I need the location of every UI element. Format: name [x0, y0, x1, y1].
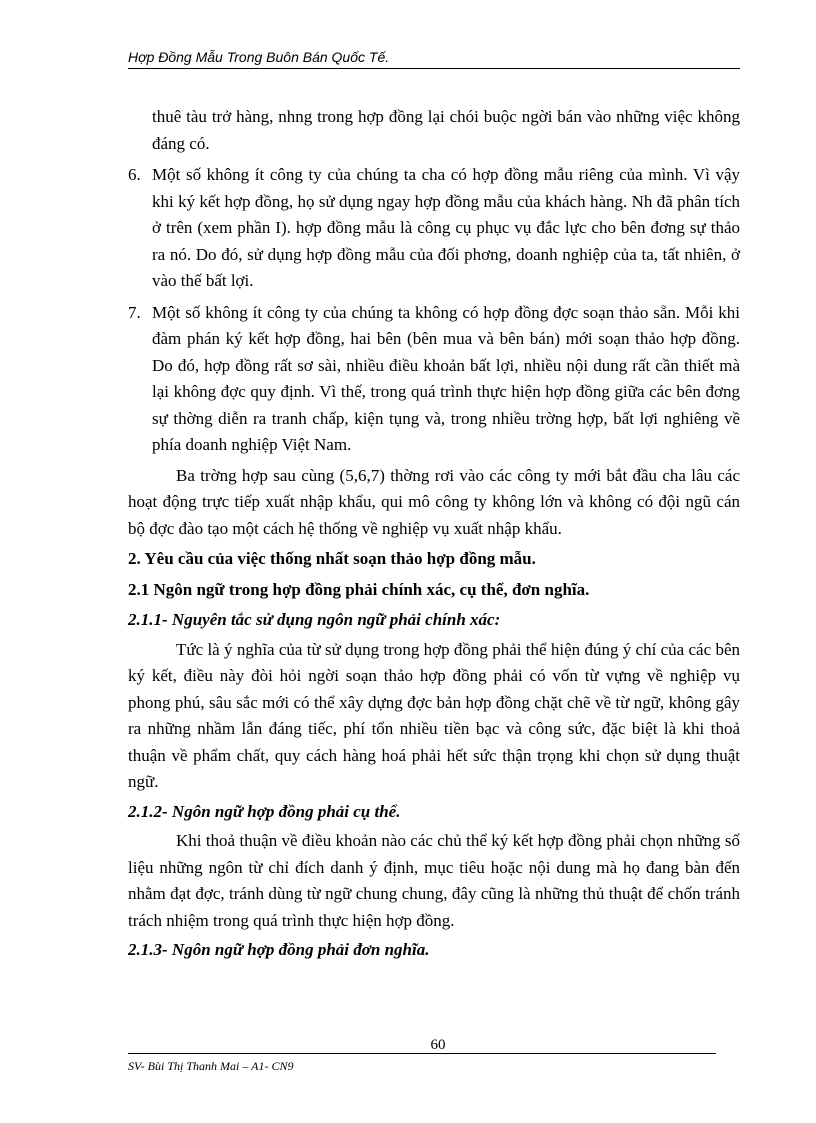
section-heading-2-1: 2.1 Ngôn ngữ trong hợp đồng phải chính xác, cụ thể, đơn nghĩa. [128, 579, 590, 599]
section-heading-2: 2. Yêu cầu của việc thống nhất soạn thảo hợp đồng mẫu. [128, 549, 536, 568]
page-header [128, 48, 740, 69]
list-item-text: Một số không ít công ty của chúng ta cha có hợp đồng mẫu riêng của mình. Vì vậy khi ký kết hợp đồng, họ sử dụng ngay hợp đồng mẫu của khách hàng. Nh đã phân tích ở trên (xem phần I). hợp đồng mẫu là công cụ phục vụ đắc lực cho bên đơng sự thảo ra nó. Do đó, sử dụng hợp đồng mẫu của đối phơng, doanh nghiệp của ta, tất nhiên, ở vào thế bất lợi. [152, 165, 740, 290]
list-item-number: 6. [128, 165, 141, 184]
section-heading-2-1-3: 2.1.3- Ngôn ngữ hợp đồng phải đơn nghĩa. [128, 940, 430, 959]
footer-divider [128, 1053, 716, 1054]
section-heading-2-1-2: 2.1.2- Ngôn ngữ hợp đồng phải cụ thể. [128, 801, 401, 821]
section-heading-2-1-1: 2.1.1- Nguyên tắc sử dụng ngôn ngữ phải chính xác: [128, 610, 501, 629]
list-item-number: 7. [128, 302, 141, 322]
header-title: Hợp Đồng Mẫu Trong Buôn Bán Quốc Tế. [128, 49, 390, 65]
list-item-text: Một số không ít công ty của chúng ta không có hợp đồng đợc soạn thảo sẵn. Mỗi khi đàm phán ký kết hợp đồng, hai bên (bên mua và bên bán) mới soạn thảo hợp đồng. Do đó, hợp đồng rất sơ sài, nhiều điều khoản bất lợi, nhiều nội dung rất cần thiết mà lại không đợc quy định. Vì thế, trong quá trình thực hiện hợp đồng giữa các bên đơng sự thờng diễn ra tranh chấp, kiện tụng và, trong nhiều trờng hợp, bất lợi nghiêng về phía doanh nghiệp Việt Nam. [152, 302, 740, 454]
list-item [128, 162, 740, 295]
list-item [128, 300, 740, 459]
page-number: 60 [430, 1037, 446, 1053]
paragraph-2-1-1: Tức là ý nghĩa của từ sử dụng trong hợp đồng phải thể hiện đúng ý chí của các bên ký kết, điều này đòi hỏi ngời soạn thảo hợp đồng phải có vốn từ vựng về nghiệp vụ phong phú, sâu sắc mới có thể xây dựng đợc bản hợp đồng chặt chẽ về từ ngữ, không gây ra những nhầm lẫn đáng tiếc, phí tổn nhiều tiền bạc và công sức, đặc biệt là khi thoả thuận về phẩm chất, quy cách hàng hoá phải hết sức thận trọng khi chọn sử dụng thuật ngữ. [128, 639, 740, 791]
paragraph-cases: Ba trờng hợp sau cùng (5,6,7) thờng rơi vào các công ty mới bắt đầu cha lâu các hoạt động trực tiếp xuất nhập khẩu, qui mô công ty không lớn và không có đội ngũ cán bộ đợc đào tạo một cách hệ thống về nghiệp vụ xuất nhập khẩu. [128, 465, 740, 538]
document-body [128, 104, 740, 967]
continuation-paragraph: thuê tàu trở hàng, nhng trong hợp đồng lại chói buộc ngời bán vào những việc không đáng có. [152, 107, 740, 153]
footer-author: SV- Bùi Thị Thanh Mai – A1- CN9 [128, 1059, 294, 1073]
paragraph-2-1-2: Khi thoả thuận về điều khoản nào các chủ thể ký kết hợp đồng phải chọn những số liệu những ngôn từ chỉ đích danh ý định, mục tiêu hoặc nội dung mà họ đang bàn đến nhằm đạt đợc, tránh dùng từ ngữ chung chung, đây cũng là những thủ thuật để chốn tránh trách nhiệm trong quá trình thực hiện hợp đồng. [128, 831, 740, 930]
